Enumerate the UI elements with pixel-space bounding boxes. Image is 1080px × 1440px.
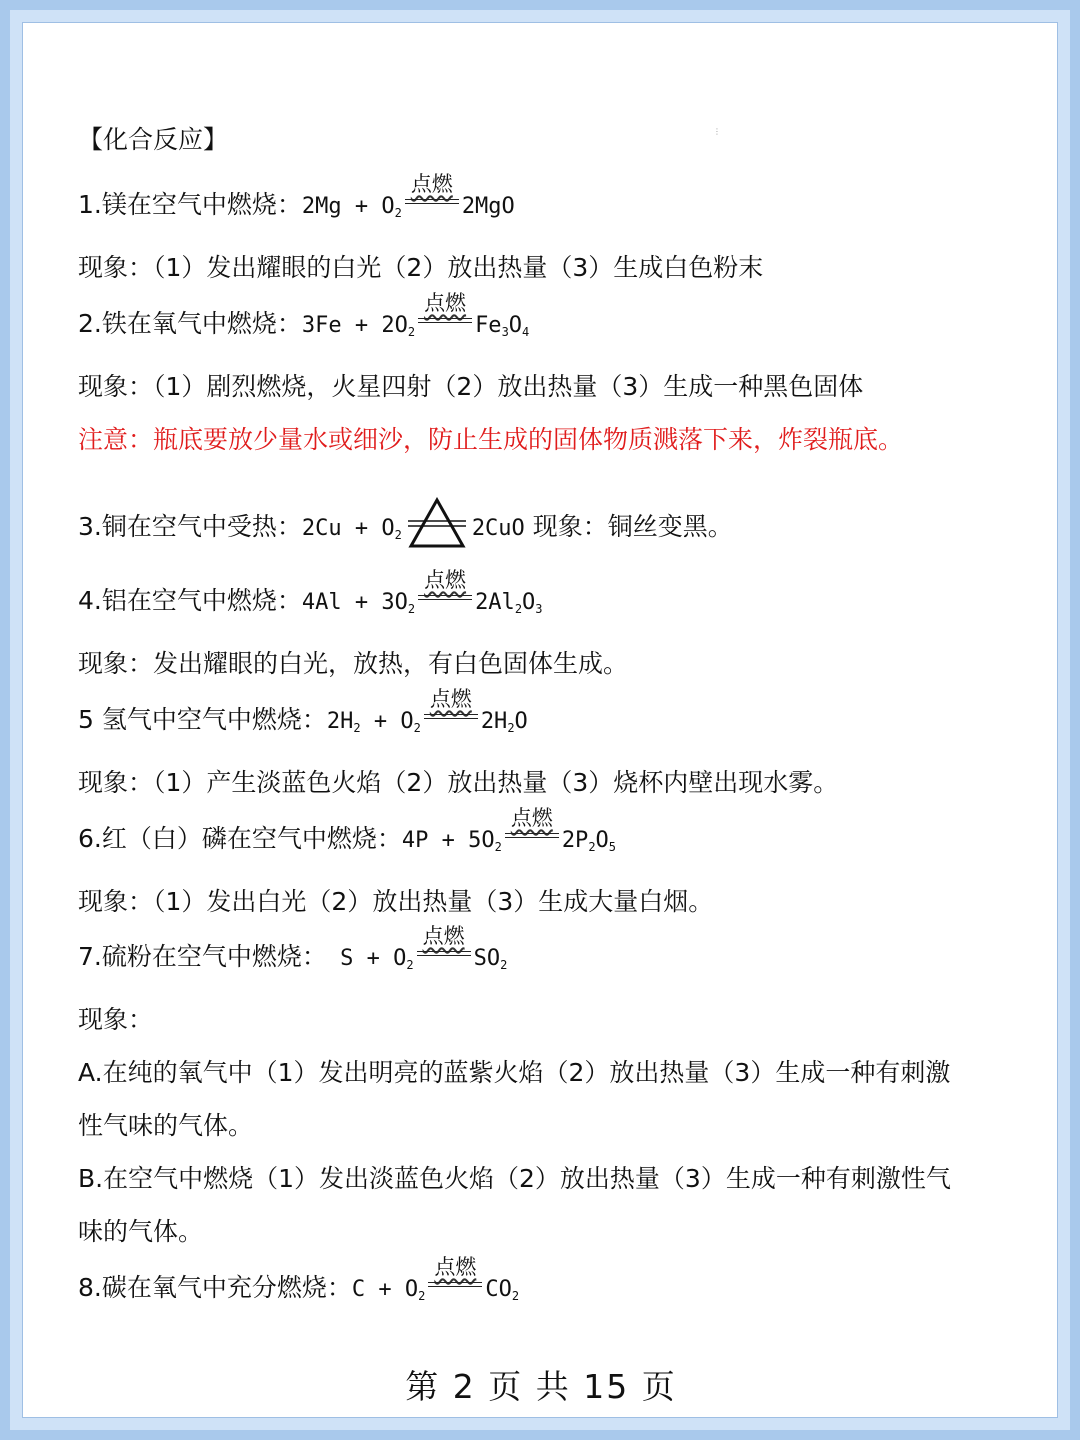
formula: $3Fe + 2O_2$: [301, 313, 416, 339]
formula: $2H_2 + O_2$: [326, 709, 421, 735]
phenomenon-1: 现象：（1）发出耀眼的白光（2）放出热量（3）生成白色粉末: [78, 253, 764, 282]
note-warning: 注意：瓶底要放少量水或细沙，防止生成的固体物质溅落下来，炸裂瓶底。: [78, 425, 904, 454]
reaction-label: 2.铁在氧气中燃烧：: [78, 309, 302, 338]
phenomenon-7: 现象：: [78, 1005, 154, 1034]
reaction-1: [78, 172, 515, 230]
phenomenon-7b-line1: B.在空气中燃烧（1）发出淡蓝色火焰（2）放出热量（3）生成一种有刺激性气: [78, 1164, 951, 1193]
condition-mark: 点燃: [403, 193, 461, 213]
speck-mark: ⋮: [713, 127, 721, 136]
phenomenon-2: 现象：（1）剧烈燃烧，火星四射（2）放出热量（3）生成一种黑色固体: [78, 372, 864, 401]
phenomenon-5: 现象：（1）产生淡蓝色火焰（2）放出热量（3）烧杯内壁出现水雾。: [78, 768, 839, 797]
reaction-2: [78, 291, 530, 349]
reaction-4: [78, 568, 543, 626]
reaction-label: 6.红（白）磷在空气中燃烧：: [78, 824, 402, 853]
condition-mark: 点燃: [426, 1276, 484, 1296]
phenomenon-7a-line1: A.在纯的氧气中（1）发出明亮的蓝紫火焰（2）放出热量（3）生成一种有刺激: [78, 1058, 951, 1087]
condition-mark: 点燃: [415, 945, 473, 965]
product: $2Al_2O_3$: [475, 590, 543, 616]
reaction-5: [78, 687, 528, 745]
condition-mark: 点燃: [416, 589, 474, 609]
reaction-8: [78, 1255, 520, 1313]
product: 2MgO: [461, 194, 515, 219]
reaction-3: [78, 497, 733, 552]
product: $CO_2$: [485, 1277, 520, 1303]
phenomenon-6: 现象：（1）发出白光（2）放出热量（3）生成大量白烟。: [78, 887, 714, 916]
product: $Fe_3O_4$: [475, 313, 530, 339]
condition-mark: 点燃: [503, 827, 561, 847]
product: $2P_2O_5$: [561, 828, 617, 854]
formula: $4P + 5O_2$: [401, 828, 502, 854]
reaction-7: [78, 924, 508, 982]
reaction-label: 5 氢气中空气中燃烧：: [78, 705, 327, 734]
formula: $S + O_2$: [326, 946, 414, 972]
phenomenon-4: 现象：发出耀眼的白光，放热，有白色固体生成。: [78, 649, 629, 678]
heat-triangle-icon: [408, 497, 466, 549]
reaction-6: [78, 806, 617, 864]
document-page: [22, 22, 1058, 1418]
product: $SO_2$: [473, 946, 508, 972]
condition-mark: 点燃: [416, 312, 474, 332]
reaction-label: 8.碳在氧气中充分燃烧：: [78, 1273, 352, 1302]
phenomenon-7b-line2: 味的气体。: [78, 1217, 204, 1246]
condition-mark: 点燃: [422, 708, 480, 728]
phenomenon-3: 现象：铜丝变黑。: [532, 512, 733, 541]
formula: $2Cu + O_2$: [301, 516, 402, 542]
formula: $C + O_2$: [351, 1277, 426, 1303]
formula: $2Mg + O_2$: [301, 194, 402, 220]
phenomenon-7a-line2: 性气味的气体。: [78, 1111, 254, 1140]
reaction-label: 4.铝在空气中燃烧：: [78, 586, 302, 615]
reaction-label: 3.铜在空气中受热：: [78, 512, 302, 541]
product: 2CuO: [471, 516, 525, 541]
page-number-footer: 第 2 页 共 15 页: [405, 1367, 677, 1406]
reaction-label: 1.镁在空气中燃烧：: [78, 190, 302, 219]
section-title: 【化合反应】: [78, 125, 229, 154]
product: $2H_2O$: [480, 709, 528, 735]
formula: $4Al + 3O_2$: [301, 590, 416, 616]
reaction-label: 7.硫粉在空气中燃烧：: [78, 942, 327, 971]
page-frame: [10, 10, 1070, 1430]
